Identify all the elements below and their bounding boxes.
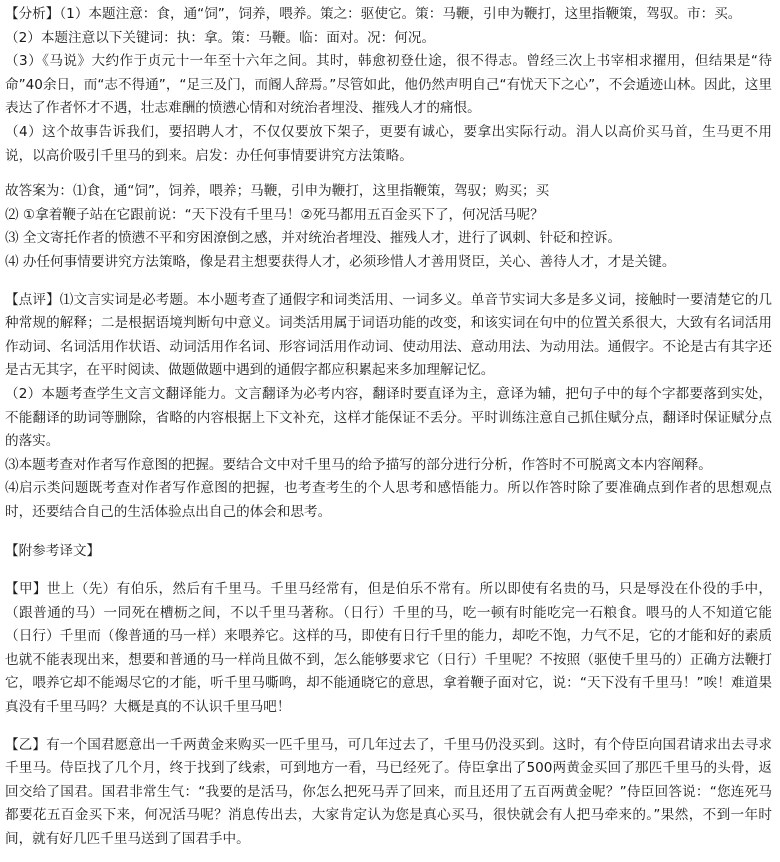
analysis-item-2: （2）本题注意以下关键词：执：拿。策：马鞭。临：面对。况：何况。 [5,29,436,46]
comments-section [5,289,772,525]
comment-item-1: 【点评】⑴文言实词是必考题。本小题考查了通假字和词类活用、一词多义。单音节实词大多是多义词，接触时一要清楚它的几种常规的解释；二是根据语境判断句中意义。词类活用属于词语功能的改变，和该实词在句中的位置关系很大，大致有名词活用作动词、名词活用作状语、动词活用作名词、形容词活用作动词、使动用法、意动用法、为动用法。通假字。不论是古有其字还是古无其字，在平时阅读、做题做题中遇到的通假字都应积累起来多加理解记忆。 [5,291,772,379]
translation-heading: 【附参考译文】 [5,543,101,560]
translation-section [5,540,772,851]
spacer [5,564,772,578]
answer-item-2: ⑵ ①拿着鞭子站在它跟前说：“天下没有千里马！②死马都用五百金买下了，何况活马呢？ [5,206,544,223]
spacer [5,275,772,289]
answers-section [5,180,772,274]
analysis-item-3: （3）《马说》大约作于贞元十一年至十六年之间。其时，韩愈初登仕途，很不得志。曾经三次上书宰相求擢用，但结果是“待命”40余日，而“志不得通”，“足三及门，而阍人辞焉。”尽管如此，他仍然声明自己“有忧天下之心”，不会遁迹山林。因此，这里表达了作者怀才不遇，壮志难酬的愤懑心情和对统治者埋没、摧残人才的痛恨。 [5,53,772,117]
analysis-item-4: （4）这个故事告诉我们，要招聘人才，不仅仅要放下架子，更要有诚心，要拿出实际行动。涓人以高价买马首，生马更不用说，以高价吸引千里马的到来。启发：办任何事情要讲究方法策略。 [5,123,772,164]
comment-item-2: （2）本题考查学生文言文翻译能力。文言翻译为必考内容，翻译时要直译为主，意译为辅，把句子中的每个字都要落到实处，不能翻译的助词等删除，省略的内容根据上下文补充，这样才能保证不丢分。平时训练注意自己抓住赋分点，翻译时保证赋分点的落实。 [5,385,772,450]
translation-yi: 【乙】有一个国君愿意出一千两黄金来购买一匹千里马，可几年过去了，千里马仍没买到。这时，有个侍臣向国君请求出去寻求千里马。侍臣找了几个月，终于找到了线索，可到地方一看，马已经死了。侍臣拿出了500两黄金买回了那匹千里马的头骨，返回交给了国君。国君非常生气：“我要的是活马，你怎么把死马弄了回来，而且还用了五百两黄金呢？”侍臣回答说：“您连死马都要花五百金买下来，何况活马呢？消息传出去，大家肯定认为您是真心买马，很快就会有人把马牵来的。”果然，不到一年时间，就有好几匹千里马送到了国君手中。 [5,736,772,847]
answer-item-3: ⑶ 全文寄托作者的愤懑不平和穷困潦倒之感，并对统治者埋没、摧残人才，进行了讽刺、针砭和控诉。 [5,230,622,247]
answer-item-4: ⑷ 办任何事情要讲究方法策略，像是君主想要获得人才，必须珍惜人才善用贤臣，关心、善待人才，才是关键。 [5,253,676,270]
spacer [5,168,772,180]
analysis-item-1: 【分析】（1）本题注意：食，通“饲”，饲养，喂养。策之：驱使它。策：马鞭，引申为鞭打，这里指鞭策，驾驭。市：买。 [5,6,742,22]
comment-item-4: ⑷启示类问题既考查对作者写作意图的把握，也考查考生的个人思考和感悟能力。所以作答时除了要准确点到作者的思想观点时，还要结合自己的生活体验点出自己的体会和思考。 [5,480,772,520]
comment-item-3: ⑶本题考查对作者写作意图的把握。要结合文中对千里马的给予描写的部分进行分析，作答时不可脱离文本内容阐释。 [5,456,712,473]
spacer [5,524,772,540]
answer-summary: 故答案为：⑴食，通“饲”，饲养，喂养；马鞭，引申为鞭打，这里指鞭策，驾驭；购买；买 [5,183,550,200]
spacer [5,720,772,734]
analysis-section [5,3,772,168]
translation-jia: 【甲】世上（先）有伯乐，然后有千里马。千里马经常有，但是伯乐不常有。所以即使有名贵的马，只是辱没在仆役的手中，（跟普通的马）一同死在槽枥之间，不以千里马著称。（日行）千里的马，吃一顿有时能吃完一石粮食。喂马的人不知道它能（日行）千里而（像普通的马一样）来喂养它。这样的马，即使有日行千里的能力，却吃不饱，力气不足，它的才能和好的素质也就不能表现出来，想要和普通的马一样尚且做不到，怎么能够要求它（日行）千里呢？不按照（驱使千里马的）正确方法鞭打它，喂养它却不能竭尽它的才能，听千里马嘶鸣，却不能通晓它的意思，拿着鞭子面对它，说：“天下没有千里马！”唉！难道果真没有千里马吗？大概是真的不认识千里马吧！ [5,581,772,716]
